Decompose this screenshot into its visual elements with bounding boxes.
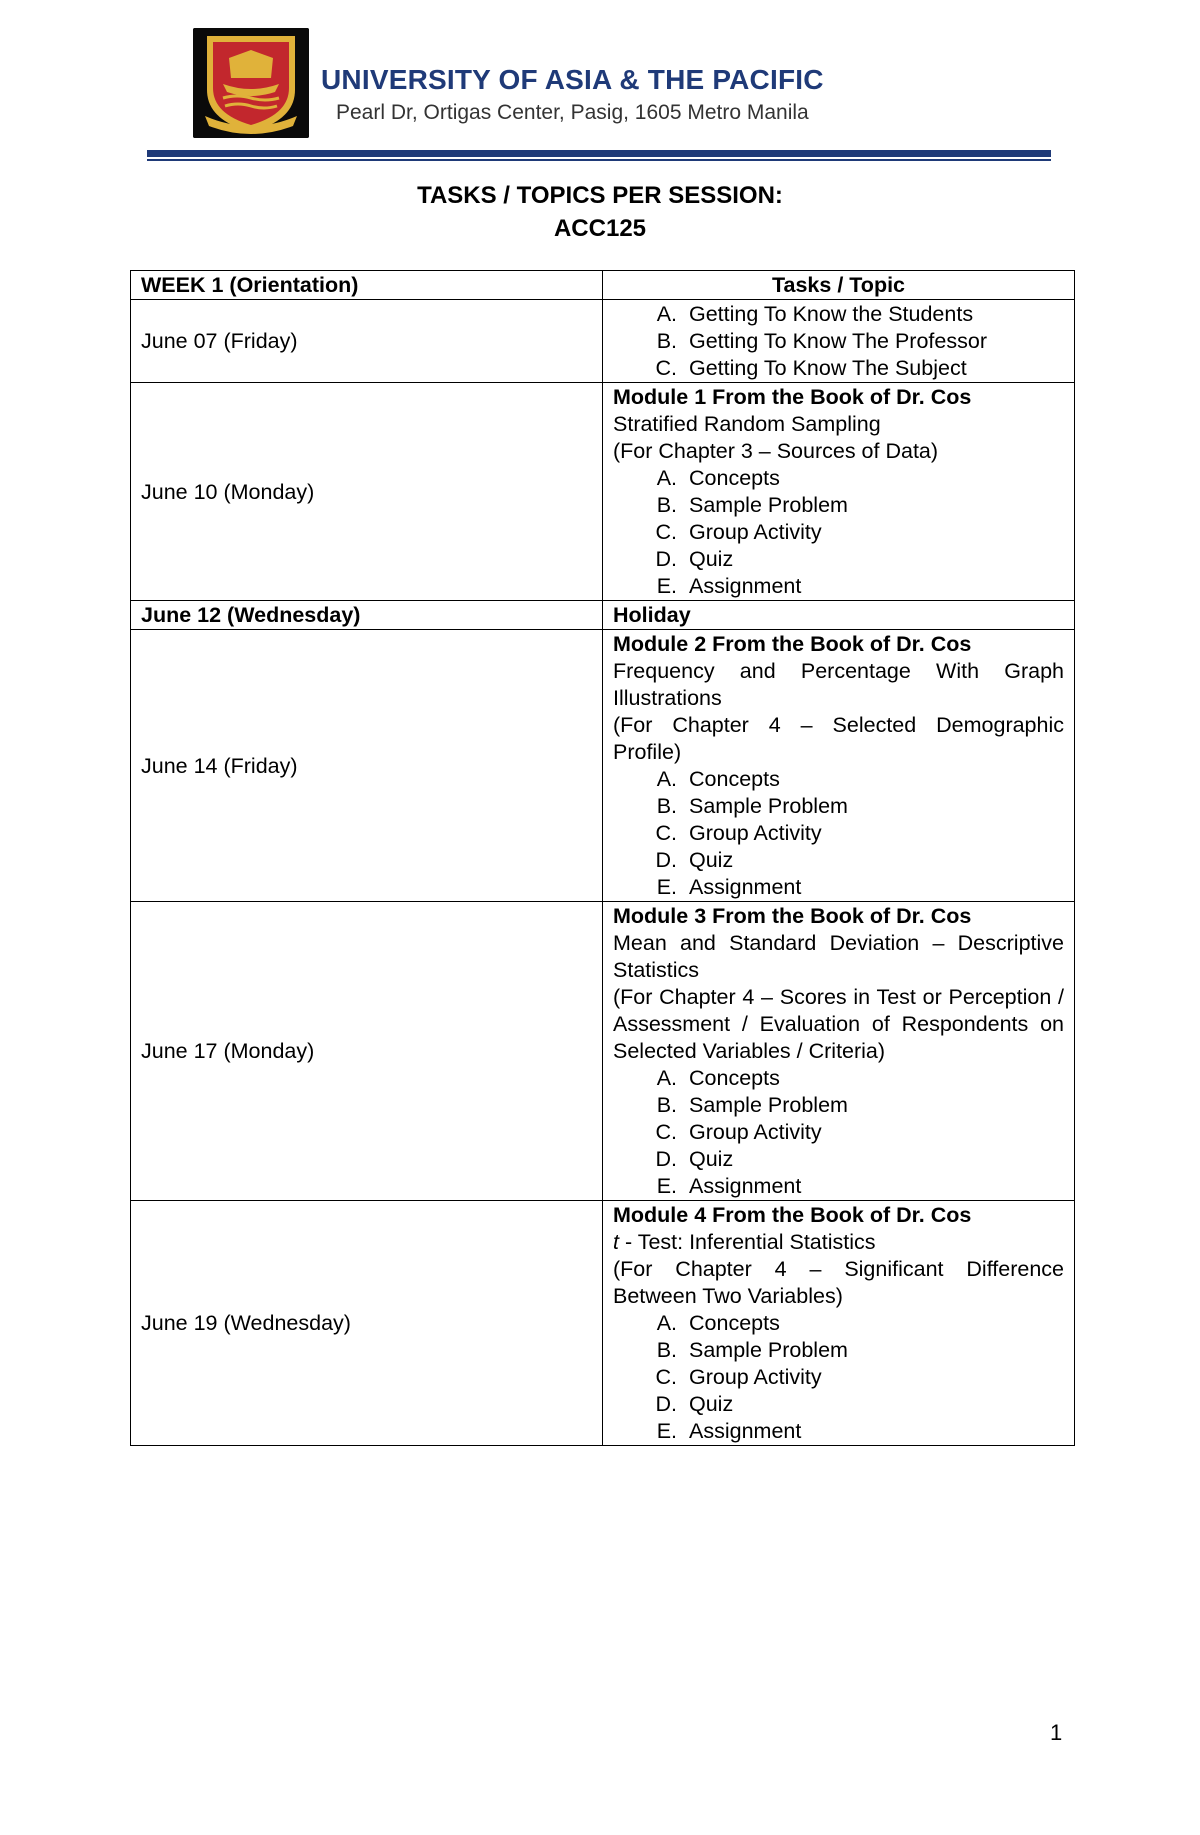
task-list <box>613 766 1064 901</box>
list-item: A. Concepts <box>683 465 1064 492</box>
session-date: June 12 (Wednesday) <box>131 601 603 630</box>
module-title: Module 1 From the Book of Dr. Cos <box>613 385 972 409</box>
table-row <box>131 630 1075 902</box>
topic-header: Tasks / Topic <box>603 271 1075 300</box>
list-item: D. Quiz <box>683 546 1064 573</box>
list-item: E. Assignment <box>683 874 1064 901</box>
list-item: C. Group Activity <box>683 820 1064 847</box>
document-title: TASKS / TOPICS PER SESSION: <box>417 182 783 209</box>
page-number: 1 <box>1050 1720 1063 1745</box>
list-item: E. Assignment <box>683 1418 1064 1445</box>
list-item: A. Concepts <box>683 1310 1064 1337</box>
list-item: B. Sample Problem <box>683 793 1064 820</box>
task-list <box>613 465 1064 600</box>
letterhead <box>193 28 1053 143</box>
table-row <box>131 300 1075 383</box>
session-date: June 07 (Friday) <box>131 300 603 383</box>
session-date: June 17 (Monday) <box>131 902 603 1201</box>
list-item: C. Getting To Know The Subject <box>683 355 1064 382</box>
session-date: June 14 (Friday) <box>131 630 603 902</box>
list-item: D. Quiz <box>683 1391 1064 1418</box>
session-topic <box>603 383 1075 601</box>
table-row <box>131 383 1075 601</box>
list-item: E. Assignment <box>683 1173 1064 1200</box>
list-item: C. Group Activity <box>683 1364 1064 1391</box>
list-item: C. Group Activity <box>683 1119 1064 1146</box>
list-item: A. Getting To Know the Students <box>683 301 1064 328</box>
university-logo <box>193 28 309 138</box>
table-header-row <box>131 271 1075 300</box>
module-topic: Mean and Standard Deviation – Descriptive Statistics <box>613 931 1064 982</box>
course-code: ACC125 <box>553 215 647 242</box>
list-item: A. Concepts <box>683 766 1064 793</box>
header-rule-thin <box>147 159 1051 161</box>
task-list <box>613 1310 1064 1445</box>
list-item: D. Quiz <box>683 1146 1064 1173</box>
task-list <box>613 1065 1064 1200</box>
module-chapter: (For Chapter 4 – Selected Demographic Profile) <box>613 713 1064 764</box>
module-title: Module 4 From the Book of Dr. Cos <box>613 1203 972 1227</box>
week-header: WEEK 1 (Orientation) <box>131 271 603 300</box>
table-row <box>131 902 1075 1201</box>
session-topic <box>603 630 1075 902</box>
module-topic: Stratified Random Sampling <box>613 412 881 436</box>
list-item: B. Sample Problem <box>683 1337 1064 1364</box>
module-chapter: (For Chapter 4 – Scores in Test or Perception / Assessment / Evaluation of Respondents on Selected Variables / Criteria) <box>613 985 1064 1063</box>
session-topic <box>603 300 1075 383</box>
schedule-table <box>130 270 1075 1446</box>
list-item: B. Getting To Know The Professor <box>683 328 1064 355</box>
list-item: A. Concepts <box>683 1065 1064 1092</box>
session-note: Holiday <box>603 601 1075 630</box>
table-row <box>131 601 1075 630</box>
list-item: B. Sample Problem <box>683 492 1064 519</box>
task-list <box>613 301 1064 382</box>
session-topic <box>603 902 1075 1201</box>
module-chapter: (For Chapter 4 – Significant Difference Between Two Variables) <box>613 1257 1064 1308</box>
module-topic: Frequency and Percentage With Graph Illustrations <box>613 659 1064 710</box>
list-item: B. Sample Problem <box>683 1092 1064 1119</box>
session-date: June 10 (Monday) <box>131 383 603 601</box>
list-item: D. Quiz <box>683 847 1064 874</box>
university-address: Pearl Dr, Ortigas Center, Pasig, 1605 Metro Manila <box>336 101 809 124</box>
session-date: June 19 (Wednesday) <box>131 1201 603 1446</box>
module-topic-text: - Test: Inferential Statistics <box>618 1230 876 1254</box>
module-title: Module 2 From the Book of Dr. Cos <box>613 632 972 656</box>
header-rule <box>147 150 1051 157</box>
module-chapter: (For Chapter 3 – Sources of Data) <box>613 439 939 463</box>
module-title: Module 3 From the Book of Dr. Cos <box>613 904 972 928</box>
session-topic <box>603 1201 1075 1446</box>
list-item: E. Assignment <box>683 573 1064 600</box>
list-item: C. Group Activity <box>683 519 1064 546</box>
table-row <box>131 1201 1075 1446</box>
t-italic: t <box>613 1230 619 1254</box>
module-topic <box>613 1229 1064 1256</box>
university-name: UNIVERSITY OF ASIA & THE PACIFIC <box>321 64 824 95</box>
